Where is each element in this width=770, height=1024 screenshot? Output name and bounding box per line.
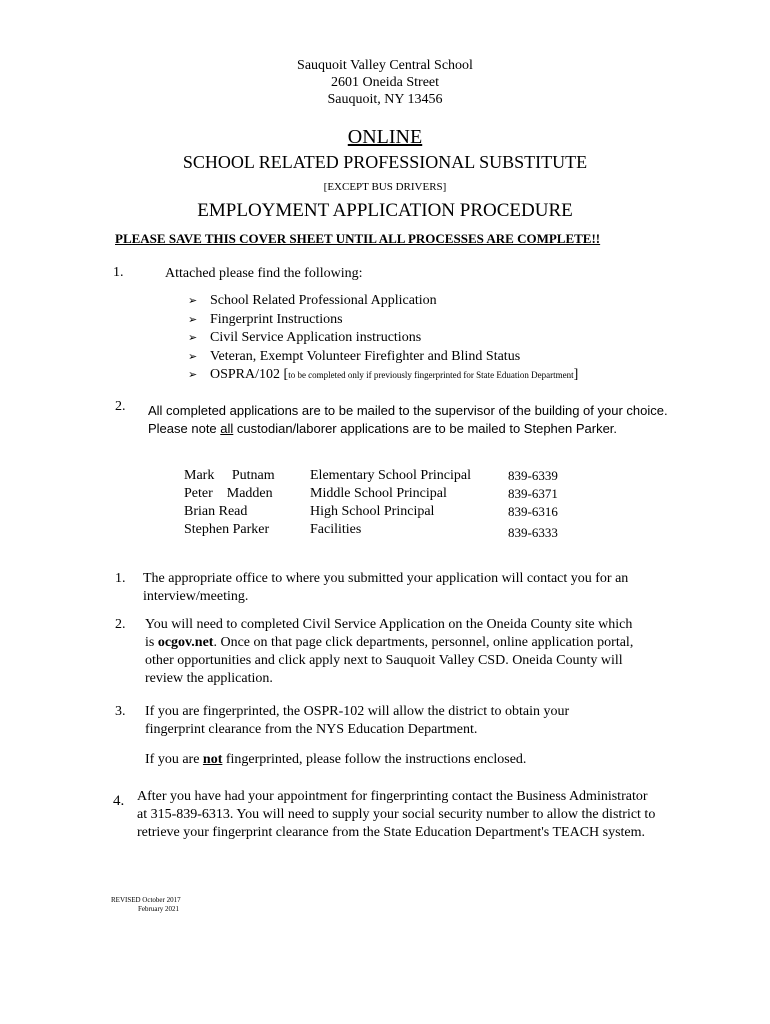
title-procedure: EMPLOYMENT APPLICATION PROCEDURE bbox=[197, 200, 573, 221]
title-online: ONLINE bbox=[347, 126, 423, 148]
emphasis-all: all bbox=[220, 421, 234, 436]
section1-number: 1. bbox=[113, 265, 124, 280]
step4-number: 4. bbox=[113, 793, 125, 809]
list-item: ➢ School Related Professional Application bbox=[188, 292, 578, 311]
step1-text: The appropriate office to where you submitted your application will contact you for an interview/meeting. bbox=[143, 571, 629, 604]
section1-intro: Attached please find the following: bbox=[165, 266, 363, 281]
ospra-note: to be completed only if previously fingerprinted for State Eduation Department bbox=[288, 370, 574, 380]
step4-text: After you have had your appointment for fingerprinting contact the Business Administrator at 315-839-6313. You will need to supply your social security number to allow the district to retrieve your fingerprint clearance from the State Education Department's TEACH system. bbox=[137, 789, 656, 840]
contact-name: Mark Putnam bbox=[184, 468, 275, 483]
title-position: SCHOOL RELATED PROFESSIONAL SUBSTITUTE bbox=[182, 152, 588, 172]
contact-title: High School Principal bbox=[310, 504, 435, 519]
school-name: Sauquoit Valley Central School bbox=[297, 58, 473, 73]
contact-phone: 839-6333 bbox=[508, 525, 558, 540]
section2-text: All completed applications are to be mailed to the supervisor of the building of your choice. Please note all custodian/laborer applications are to be mailed to Stephen Parker. bbox=[148, 403, 668, 436]
step3-note: If you are not fingerprinted, please follow the instructions enclosed. bbox=[145, 752, 527, 767]
contact-name: Peter Madden bbox=[184, 486, 273, 501]
step3-text: If you are fingerprinted, the OSPR-102 will allow the district to obtain your fingerprint clearance from the NYS Education Department. bbox=[145, 704, 570, 737]
step2-text: You will need to completed Civil Service Application on the Oneida County site which is ocgov.net. Once on that page click departments, personnel, online application portal, other opportunities and click apply next to Sauquoit Valley CSD. Oneida County will review the application. bbox=[145, 617, 634, 686]
step1-number: 1. bbox=[115, 571, 126, 586]
contact-name: Brian Read bbox=[184, 504, 248, 519]
revised-date-2: February 2021 bbox=[138, 905, 180, 913]
arrow-bullet-icon: ➢ bbox=[188, 368, 198, 381]
contact-title: Elementary School Principal bbox=[310, 468, 471, 483]
contact-name: Stephen Parker bbox=[184, 522, 270, 537]
list-item: ➢ Veteran, Exempt Volunteer Firefighter and Blind Status bbox=[188, 348, 578, 367]
arrow-bullet-icon: ➢ bbox=[188, 331, 198, 344]
revised-date: REVISED October 2017 bbox=[111, 896, 181, 904]
contact-title: Middle School Principal bbox=[310, 486, 447, 501]
list-item: ➢ Fingerprint Instructions bbox=[188, 311, 578, 330]
arrow-bullet-icon: ➢ bbox=[188, 349, 198, 363]
contact-phone: 839-6339 bbox=[508, 468, 558, 483]
arrow-bullet-icon: ➢ bbox=[188, 294, 198, 307]
save-notice: PLEASE SAVE THIS COVER SHEET UNTIL ALL PROCESSES ARE COMPLETE!! bbox=[115, 231, 601, 246]
attachment-list bbox=[188, 292, 578, 385]
list-item: ➢ Civil Service Application instructions bbox=[188, 329, 578, 348]
school-city: Sauquoit, NY 13456 bbox=[327, 92, 443, 107]
list-item: ➢ OSPRA/102 [to be completed only if previously fingerprinted for State Eduation Department] bbox=[188, 366, 578, 385]
title-exception: [EXCEPT BUS DRIVERS] bbox=[323, 181, 447, 193]
contact-phone: 839-6316 bbox=[508, 504, 558, 519]
section2-number: 2. bbox=[115, 399, 126, 414]
emphasis-not: not bbox=[202, 752, 223, 767]
site-name: ocgov.net bbox=[157, 635, 214, 650]
arrow-bullet-icon: ➢ bbox=[188, 312, 198, 326]
step2-number: 2. bbox=[115, 617, 126, 632]
school-street: 2601 Oneida Street bbox=[330, 75, 440, 90]
contact-title: Facilities bbox=[310, 522, 362, 537]
contact-phone: 839-6371 bbox=[508, 486, 558, 501]
step3-number: 3. bbox=[115, 704, 126, 719]
